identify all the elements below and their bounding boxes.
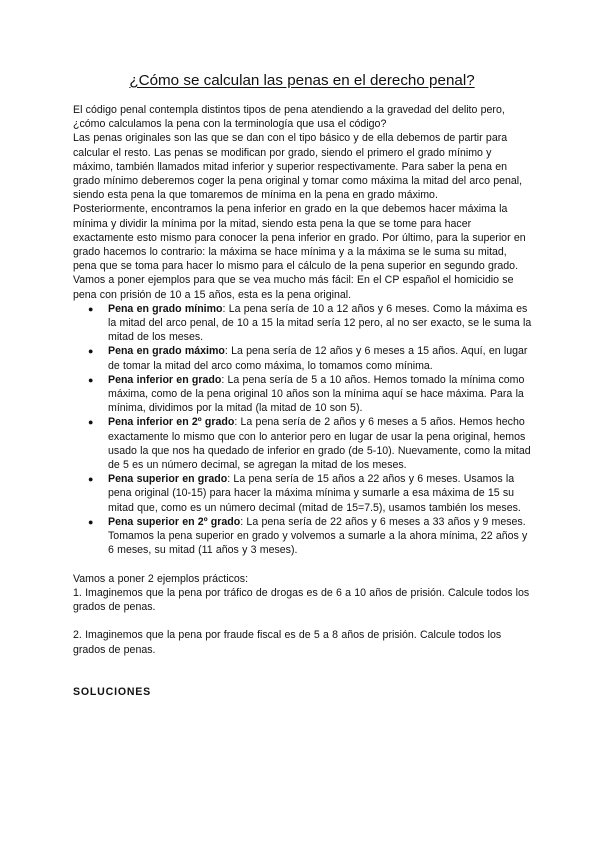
bullet-icon: ●	[88, 516, 94, 527]
penalty-grades-list	[73, 302, 533, 558]
paragraph-spacer	[73, 671, 533, 685]
document-body	[73, 103, 533, 699]
paragraph-spacer	[73, 558, 533, 572]
exercise-1: 1. Imaginemos que la pena por tráfico de drogas es de 6 a 10 años de prisión. Calcule todos los grados de penas.	[73, 586, 530, 614]
grade-label: Pena superior en 2º grado	[108, 515, 241, 528]
grade-label: Pena inferior en grado	[108, 373, 222, 386]
paragraph-spacer	[73, 614, 533, 628]
grade-text: : La pena sería de 12 años y 6 meses a 15 años. Aquí, en lugar de tomar la mitad del arco como máxima, lo tomamos como mínima.	[108, 345, 528, 372]
grade-label: Pena en grado mínimo	[108, 302, 223, 315]
solutions-heading: SOLUCIONES	[73, 686, 152, 699]
grade-text: : La pena sería de 2 años y 6 meses a 5 años. Hemos hecho exactamente lo mismo que con lo anterior pero en lugar de usar la pena original, hemos usado la que nos ha quedado de inferior en grado (de 5-10). Nuevamente, como la mitad de 5 es un número decimal, se agregan la mitad de los meses.	[108, 416, 531, 472]
penalty-grades-explanation-paragraph: Las penas originales son las que se dan con el tipo básico y de ella debemos de partir para calcular el resto. Las penas se modifican por grado, siendo el primero el grado mínimo y máximo, también llamados mitad inferior y superior respectivamente. Para saber la pena en grado mínimo deberemos coger la pena original y tomar como máxima la mitad del arco penal, siendo esta pena la que tomaremos de mínima en la pena en grado máximo.	[73, 132, 523, 202]
bullet-icon: ●	[88, 303, 94, 314]
examples-intro-paragraph: Vamos a poner ejemplos para que se vea mucho más fácil: En el CP español el homicidio se pena con prisión de 10 a 15 años, esta es la pena original.	[73, 274, 514, 301]
grade-label: Pena inferior en 2º grado	[108, 416, 235, 429]
list-item	[73, 302, 533, 345]
exercise-2: 2. Imaginemos que la pena por fraude fiscal es de 5 a 8 años de prisión. Calcule todos los grados de penas.	[73, 629, 502, 656]
grade-text: : La pena sería de 10 a 12 años y 6 meses. Como la máxima es la mitad del arco penal, de 10 a 15 la mitad sería 12 pero, al no ser exacto, se le suma la mitad de los meses.	[108, 302, 532, 344]
document-title: ¿Cómo se calculan las penas en el derecho penal?	[129, 72, 475, 89]
list-item	[73, 472, 533, 515]
paragraph-spacer	[73, 657, 533, 671]
bullet-icon: ●	[88, 417, 94, 428]
lower-upper-grades-paragraph: Posteriormente, encontramos la pena inferior en grado en la que debemos hacer máxima la mínima y dividir la mínima por la mitad, siendo esta pena la que se tome para hacer exactamente esto mismo para conocer la pena inferior en grado. Por último, para la superior en grado hacemos lo contrario: la máxima se hace mínima y a la máxima se le suma su mitad, pena que se toma para hacer lo mismo para el cálculo de la pena superior en segundo grado.	[73, 203, 526, 273]
intro-question-paragraph: El código penal contempla distintos tipos de pena atendiendo a la gravedad del delito pero, ¿cómo calculamos la pena con la terminología que usa el código?	[73, 104, 505, 131]
bullet-icon: ●	[88, 474, 94, 485]
list-item	[73, 344, 533, 372]
practice-intro: Vamos a poner 2 ejemplos prácticos:	[73, 572, 249, 585]
list-item	[73, 515, 533, 558]
grade-label: Pena superior en grado	[108, 473, 228, 486]
grade-text: : La pena sería de 22 años y 6 meses a 33 años y 9 meses. Tomamos la pena superior en grado y volvemos a sumarle a la ahora mínima, 22 años y 6 meses, su mitad (11 años y 3 meses).	[108, 515, 528, 557]
bullet-icon: ●	[88, 374, 94, 385]
list-item	[73, 373, 533, 416]
grade-text: : La pena sería de 15 años a 22 años y 6 meses. Usamos la pena original (10-15) para hacer la máxima mínima y sumarle a esa máxima de 15 su mitad que, como es un número decimal (mitad de 15=7.5), usamos también los meses.	[108, 473, 521, 514]
grade-text: : La pena sería de 5 a 10 años. Hemos tomado la mínima como máxima, como de la pena original 10 años son la mínima aquí se hace máxima. Para la mínima, dividimos por la mitad (la mitad de 10 son 5).	[108, 373, 525, 415]
list-item	[73, 415, 533, 472]
bullet-icon: ●	[88, 346, 94, 357]
grade-label: Pena en grado máximo	[108, 345, 225, 358]
